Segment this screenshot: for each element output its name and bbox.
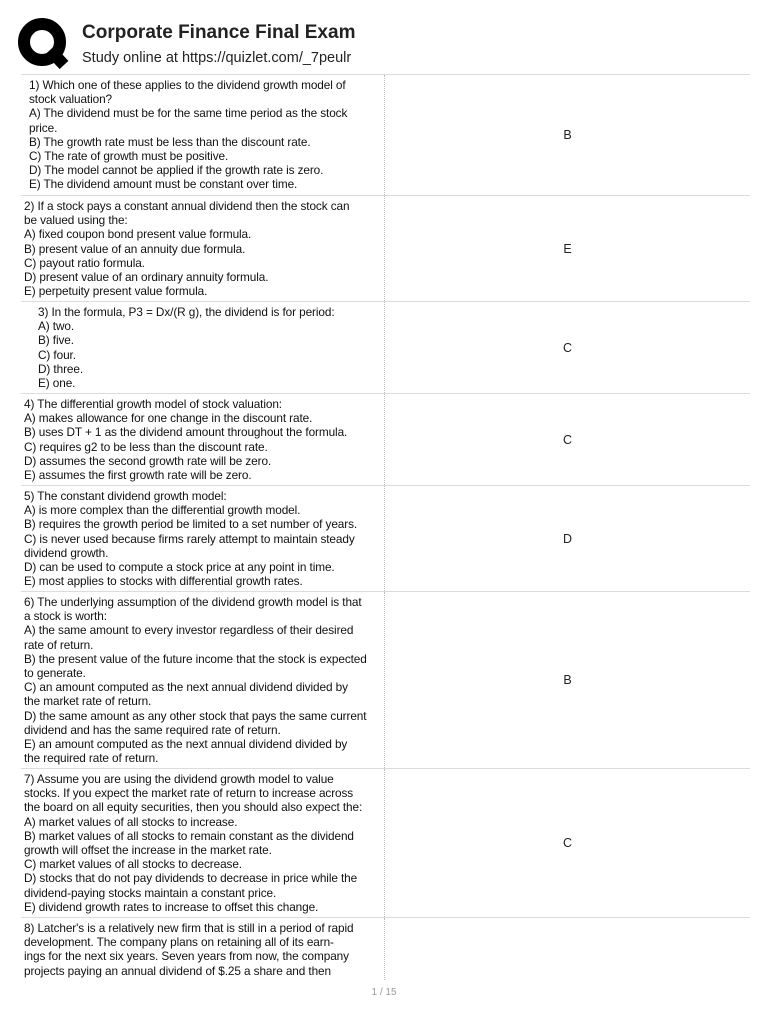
question-line: 8) Latcher's is a relatively new firm that is still in a period of rapid (24, 921, 354, 935)
question-line: A) fixed coupon bond present value formula. (24, 227, 252, 242)
question-line: B) requires the growth period be limited to a set number of years. (24, 517, 358, 532)
question-line: C) The rate of growth must be positive. (29, 149, 229, 164)
answer-cell: E (563, 241, 572, 256)
question-row (21, 486, 750, 592)
question-line: 2) If a stock pays a constant annual dividend then the stock can (24, 199, 350, 213)
question-line: D) present value of an ordinary annuity formula. (24, 270, 269, 285)
question-line: E) assumes the first growth rate will be zero. (24, 468, 252, 483)
quizlet-logo-icon (17, 17, 69, 69)
question-line: a stock is worth: (24, 609, 107, 624)
question-line: B) present value of an annuity due formula. (24, 241, 246, 256)
page-title: Corporate Finance Final Exam (82, 22, 356, 43)
answer-cell (385, 918, 750, 980)
question-line: development. The company plans on retaining all of its earn- (24, 935, 334, 950)
question-row (21, 918, 750, 980)
question-line: A) the same amount to every investor regardless of their desired (24, 623, 354, 638)
question-line: B) the present value of the future income that the stock is expected (24, 651, 367, 666)
question-line: D) the same amount as any other stock that pays the same current (24, 708, 367, 723)
answer-cell: C (562, 836, 573, 850)
question-line: D) stocks that do not pay dividends to decrease in price while the (24, 871, 358, 886)
answer-cell: D (562, 531, 573, 546)
question-cell (21, 75, 385, 195)
question-line: A) two. (38, 319, 75, 334)
question-answer-table (21, 74, 750, 980)
answer-cell: C (562, 432, 573, 447)
question-line: A) makes allowance for one change in the discount rate. (24, 411, 313, 426)
question-line: the board on all equity securities, then you should also expect the: (24, 800, 363, 815)
question-line: the required rate of return. (24, 751, 159, 766)
question-line: B) market values of all stocks to remain constant as the dividend (24, 828, 354, 843)
question-line: dividend and has the same required rate of return. (24, 722, 281, 737)
question-line: E) dividend growth rates to increase to offset this change. (24, 899, 319, 914)
question-line: to generate. (24, 666, 86, 681)
question-line: E) perpetuity present value formula. (24, 284, 208, 299)
question-line: be valued using the: (24, 213, 128, 228)
question-cell (21, 918, 385, 980)
question-line: C) is never used because firms rarely attempt to maintain steady (24, 531, 355, 546)
question-line: price. (29, 120, 58, 135)
question-line: A) market values of all stocks to increase. (24, 814, 238, 829)
question-row (21, 769, 750, 918)
question-line: C) market values of all stocks to decrease. (24, 857, 242, 872)
answer-cell: C (562, 340, 573, 355)
answer-cell: B (563, 128, 572, 142)
question-line: 4) The differential growth model of stock valuation: (24, 397, 282, 411)
question-line: rate of return. (24, 637, 94, 652)
question-line: A) The dividend must be for the same time period as the stock (29, 106, 348, 121)
question-line: projects paying an annual dividend of $.25 a share and then (24, 963, 331, 978)
question-line: E) most applies to stocks with differential growth rates. (24, 574, 303, 589)
question-line: B) five. (38, 333, 74, 348)
question-line: C) payout ratio formula. (24, 255, 145, 270)
page-number: 1 / 15 (371, 987, 397, 998)
question-line: 7) Assume you are using the dividend growth model to value (24, 772, 334, 786)
question-line: D) The model cannot be applied if the growth rate is zero. (29, 163, 324, 178)
question-line: ings for the next six years. Seven years from now, the company (24, 949, 349, 964)
question-line: A) is more complex than the differential growth model. (24, 503, 301, 518)
question-line: growth will offset the increase in the market rate. (24, 843, 272, 858)
question-line: stocks. If you expect the market rate of return to increase across (24, 786, 354, 801)
question-line: C) requires g2 to be less than the discount rate. (24, 439, 268, 454)
question-row (21, 302, 750, 394)
question-line: B) The growth rate must be less than the discount rate. (29, 134, 311, 149)
question-line: C) four. (38, 347, 76, 362)
question-line: E) an amount computed as the next annual dividend divided by (24, 737, 348, 752)
question-cell (21, 394, 385, 485)
question-line: 3) In the formula, P3 = Dx/(R g), the dividend is for period: (38, 305, 335, 319)
answer-cell: B (563, 673, 572, 687)
question-line: 5) The constant dividend growth model: (24, 489, 227, 503)
question-line: D) three. (38, 361, 83, 376)
question-line: D) assumes the second growth rate will be zero. (24, 453, 272, 468)
page-header (0, 0, 768, 72)
question-line: dividend-paying stocks maintain a constant price. (24, 885, 277, 900)
question-line: stock valuation? (29, 92, 112, 107)
question-row (21, 75, 750, 196)
question-row (21, 394, 750, 486)
question-line: E) one. (38, 376, 76, 391)
question-line: C) an amount computed as the next annual dividend divided by (24, 680, 348, 695)
question-cell (21, 769, 385, 917)
study-link-text: Study online at https://quizlet.com/_7peulr (82, 50, 352, 66)
question-cell (21, 592, 385, 768)
question-line: D) can be used to compute a stock price at any point in time. (24, 560, 335, 575)
question-row (21, 196, 750, 302)
question-line: dividend growth. (24, 545, 109, 560)
question-line: the market rate of return. (24, 694, 152, 709)
question-line: 6) The underlying assumption of the dividend growth model is that (24, 595, 362, 609)
question-cell (21, 486, 385, 591)
question-line: B) uses DT + 1 as the dividend amount throughout the formula. (24, 425, 348, 440)
question-line: 1) Which one of these applies to the dividend growth model of (29, 78, 346, 92)
question-cell (21, 302, 385, 393)
question-line: E) The dividend amount must be constant over time. (29, 177, 298, 192)
question-cell (21, 196, 385, 301)
question-row (21, 592, 750, 769)
